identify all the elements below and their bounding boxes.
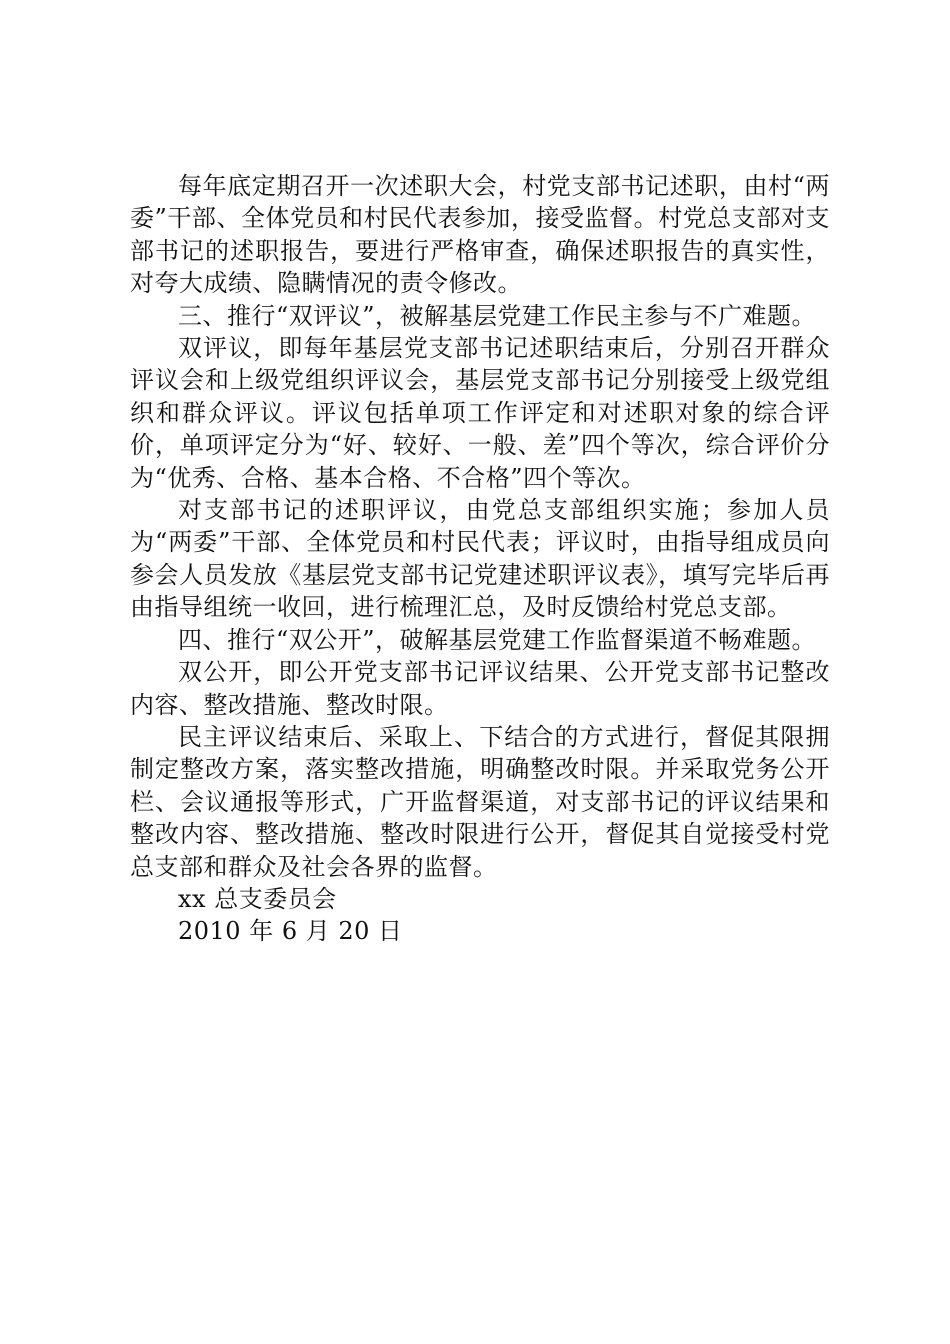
heading-section-three: 三、推行“双评议”，被解基层党建工作民主参与不广难题。 [178,301,817,330]
paragraph-review-process: 对支部书记的述职评议，由党总支部组织实施；参加人员为“两委”干部、全体党员和村民代表；评议时，由指导组成员向参会人员发放《基层党支部书记党建述职评议表》，填写完毕后再由指导组统一收回，进行梳理汇总，及时反馈给村党总支部。 [130,496,830,622]
signature-committee: xx 总支委员会 [178,884,337,913]
heading-section-four: 四、推行“双公开”，破解基层党建工作监督渠道不畅难题。 [178,625,817,654]
paragraph-report-meeting: 每年底定期召开一次述职大会，村党支部书记述职，由村“两委”干部、全体党员和村民代表参加，接受监督。村党总支部对支部书记的述职报告，要进行严格审查，确保述职报告的真实性，对夸大成绩、隐瞒情况的责令修改。 [130,172,830,298]
paragraph-double-disclosure: 双公开，即公开党支部书记评议结果、公开党支部书记整改内容、整改措施、整改时限。 [130,658,830,719]
signature-date: 2010 年 6 月 20 日 [178,917,403,946]
document-body [130,170,830,948]
paragraph-double-review: 双评议，即每年基层党支部书记述职结束后，分别召开群众评议会和上级党组织评议会，基层党支部书记分别接受上级党组织和群众评议。评议包括单项工作评定和对述职对象的综合评价，单项评定分为“好、较好、一般、差”四个等次，综合评价分为“优秀、合格、基本合格、不合格”四个等次。 [130,334,830,492]
paragraph-rectification: 民主评议结束后、采取上、下结合的方式进行，督促其限拥制定整改方案，落实整改措施，明确整改时限。并采取党务公开栏、会议通报等形式，广开监督渠道，对支部书记的评议结果和整改内容、整改措施、整改时限进行公开，督促其自觉接受村党总支部和群众及社会各界的监督。 [130,722,830,881]
